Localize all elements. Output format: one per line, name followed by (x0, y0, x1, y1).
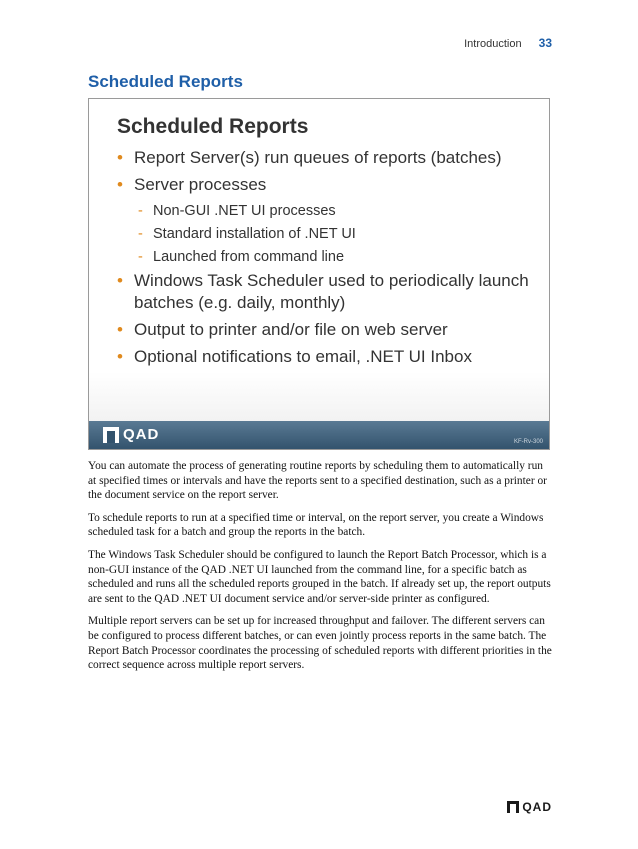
slide-bullet-list (117, 147, 537, 373)
slide-bullet: • Report Server(s) run queues of reports (batches) (117, 147, 537, 169)
slide-title: Scheduled Reports (117, 115, 309, 138)
paragraph: Multiple report servers can be set up for increased throughput and failover. The different servers can be configured to process different batches, or can even jointly process reports in the same batch. The Report Batch Processor coordinates the processing of scheduled reports with different priorities in the correct sequence across multiple report servers. (88, 615, 552, 672)
slide-image (88, 98, 550, 450)
page-footer-logo-text: QAD (522, 800, 552, 814)
slide-sub-bullet: - Launched from command line (117, 247, 537, 267)
slide-sub-bullet: - Non-GUI .NET UI processes (117, 201, 537, 221)
qad-logo-mark-icon (507, 801, 519, 813)
slide-bullet: • Output to printer and/or file on web server (117, 319, 537, 341)
paragraph: To schedule reports to run at a specified time or interval, on the report server, you create a Windows scheduled task for a batch and group the reports in the batch. (88, 511, 544, 539)
qad-logo-text: QAD (123, 426, 160, 443)
running-header (464, 36, 552, 50)
slide-sub-bullet: - Standard installation of .NET UI (117, 224, 537, 244)
page-number: 33 (538, 36, 552, 50)
slide-bullet: • Windows Task Scheduler used to periodically launch batches (e.g. daily, monthly) (117, 270, 537, 314)
slide-footer-bar (89, 421, 549, 449)
section-title: Scheduled Reports (88, 72, 243, 91)
paragraph: You can automate the process of generating routine reports by scheduling them to automatically run at specified times or intervals and have the reports sent to a specified destination, such as a printer or the document service on the report server. (88, 460, 547, 502)
qad-logo (103, 426, 159, 443)
slide-bullet: • Server processes (117, 174, 537, 196)
page-footer-logo (507, 800, 552, 814)
paragraph: The Windows Task Scheduler should be configured to launch the Report Batch Processor, which is a non-GUI instance of the QAD .NET UI launched from the command line, for a specific batch as scheduled and runs all the scheduled reports grouped in the batch. If already set up, the report outputs are sent to the QAD .NET UI document service and/or server-side printer as configured. (88, 548, 551, 605)
running-header-section: Introduction (464, 38, 522, 50)
slide-code: KF-Rv-300 (513, 439, 543, 445)
slide-bullet: • Optional notifications to email, .NET UI Inbox (117, 346, 537, 368)
body-text (88, 459, 552, 681)
qad-logo-mark-icon (103, 427, 119, 443)
